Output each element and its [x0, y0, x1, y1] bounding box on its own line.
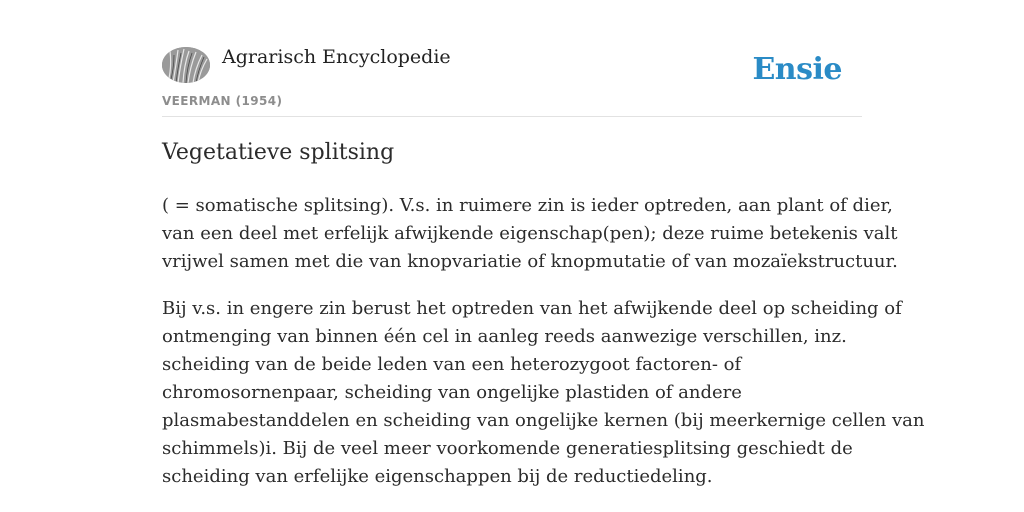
- paragraph-line: scheiding van de beide leden van een heterozygoot factoren- of: [162, 354, 742, 375]
- paragraph: [162, 192, 898, 276]
- article-body: [162, 192, 925, 510]
- source-label: VEERMAN (1954): [162, 94, 283, 108]
- brand-logo[interactable]: Ensie: [752, 52, 842, 87]
- paragraph-line: Bij v.s. in engere zin berust het optreden van het afwijkende deel op scheiding of: [162, 298, 902, 319]
- paragraph-line: ontmenging van binnen één cel in aanleg reeds aanwezige verschillen, inz.: [162, 326, 847, 347]
- encyclopedia-title[interactable]: Agrarisch Encyclopedie: [222, 46, 451, 68]
- paragraph: [162, 295, 925, 491]
- paragraph-line: van een deel met erfelijk afwijkende eigenschap(pen); deze ruime betekenis valt: [162, 223, 898, 244]
- paragraph-line: scheiding van erfelijke eigenschappen bij de reductiedeling.: [162, 466, 713, 487]
- paragraph-line: chromosornenpaar, scheiding van ongelijke plastiden of andere: [162, 382, 742, 403]
- paragraph-line: plasmabestanddelen en scheiding van ongelijke kernen (bij meerkernige cellen van: [162, 410, 925, 431]
- paragraph-line: ( = somatische splitsing). V.s. in ruimere zin is ieder optreden, aan plant of dier,: [162, 195, 893, 216]
- header: [162, 44, 862, 117]
- article-title: Vegetatieve splitsing: [162, 140, 395, 165]
- paragraph-line: vrijwel samen met die van knopvariatie of knopmutatie of van mozaïekstructuur.: [162, 251, 898, 272]
- wheat-logo-icon[interactable]: [162, 47, 210, 83]
- paragraph-line: schimmels)i. Bij de veel meer voorkomende generatiesplitsing geschiedt de: [162, 438, 853, 459]
